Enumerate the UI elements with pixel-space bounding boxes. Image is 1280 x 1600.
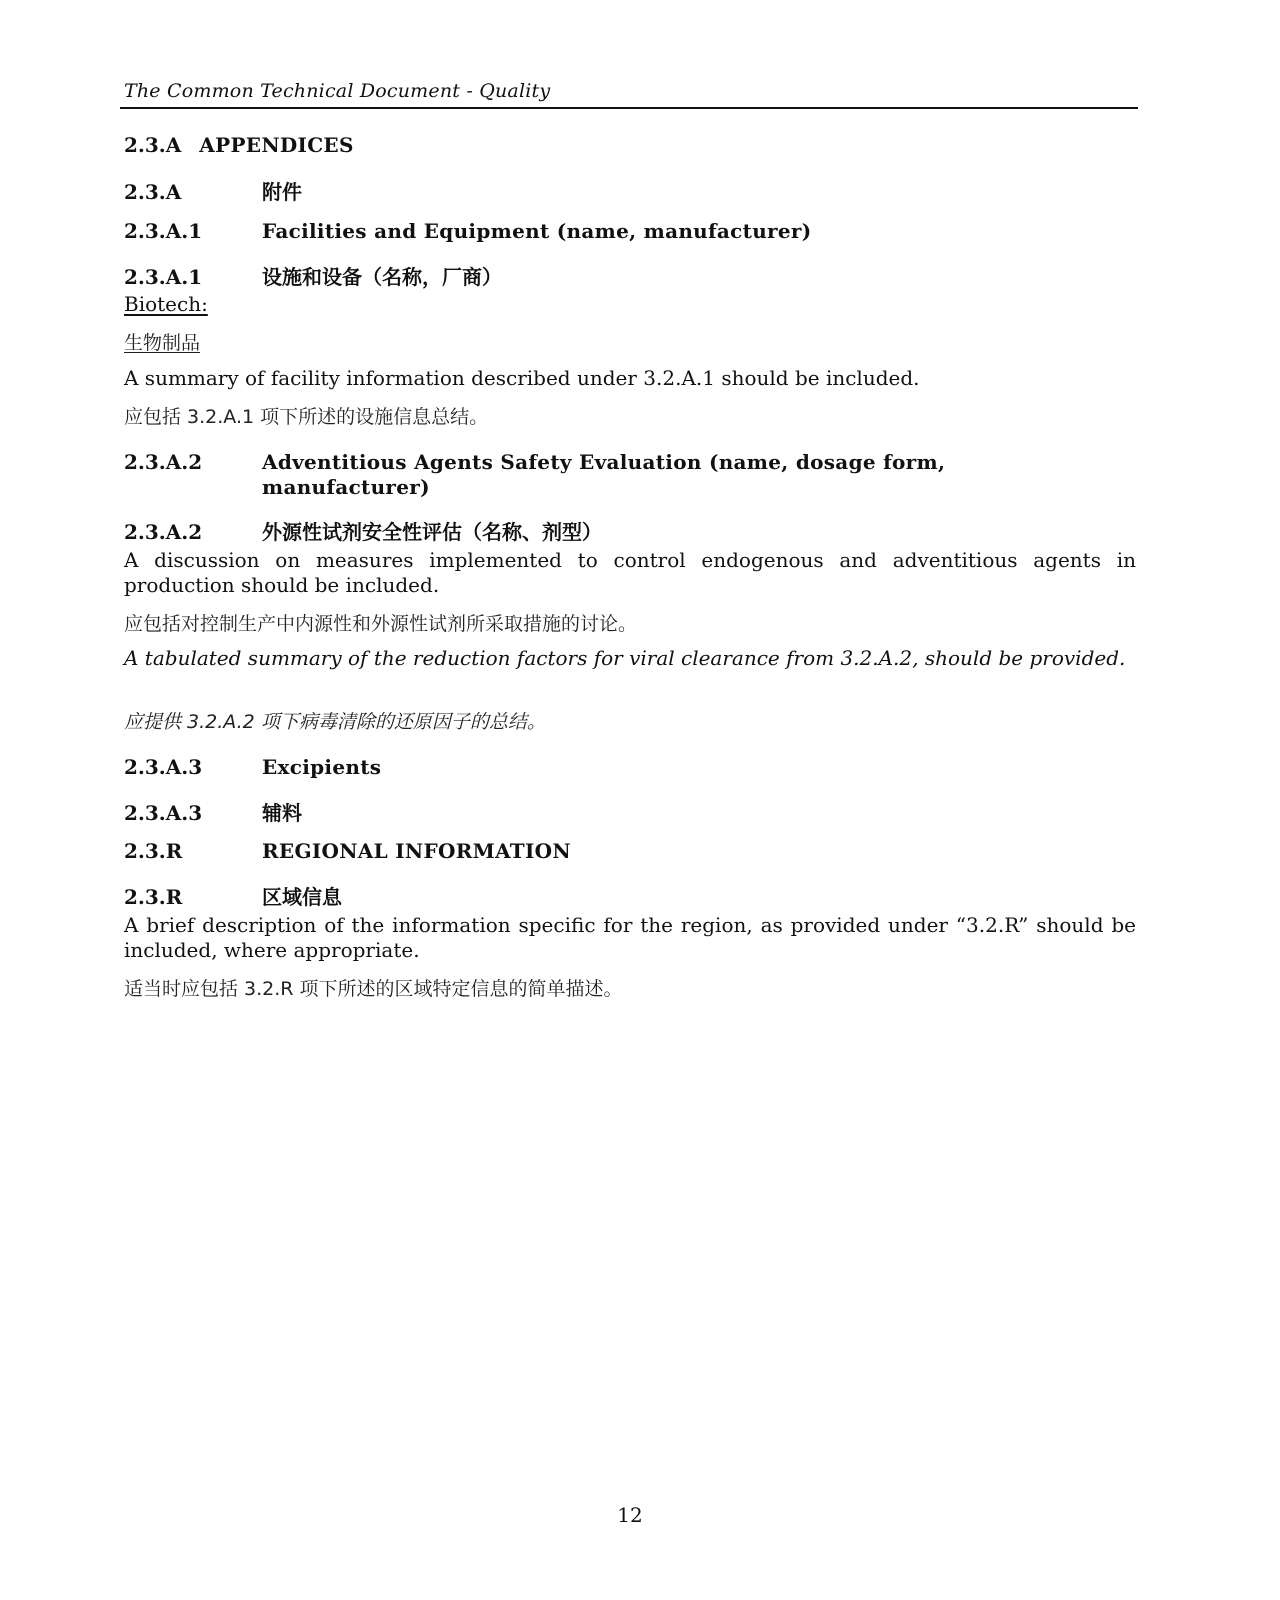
section-facilities-heading (124, 219, 812, 243)
section-adventitious-heading-zh (124, 516, 602, 545)
section-facilities-heading-zh (124, 261, 502, 290)
section-excipients-heading-zh (124, 797, 302, 826)
page-number: 12 (617, 1503, 643, 1527)
section-title-zh: 辅料 (262, 801, 302, 825)
section-appendices-heading (124, 133, 354, 157)
adventitious-body-italic-zh: 应提供 3.2.A.2 项下病毒清除的还原因子的总结。 (124, 711, 546, 733)
section-title-zh: 外源性试剂安全性评估（名称、剂型） (262, 520, 602, 544)
regional-body-zh: 适当时应包括 3.2.R 项下所述的区域特定信息的简单描述。 (124, 978, 623, 1000)
section-adventitious-title: Adventitious Agents Safety Evaluation (name, dosage form, manufacturer) (262, 450, 946, 499)
biotech-label-zh: 生物制品 (124, 332, 201, 354)
section-title: REGIONAL INFORMATION (262, 839, 571, 863)
section-title: Excipients (262, 755, 382, 779)
section-number: 2.3.A (124, 180, 182, 204)
section-adventitious-number (124, 450, 262, 474)
section-number: 2.3.A.2 (124, 450, 203, 474)
running-header: The Common Technical Document - Quality (124, 80, 551, 102)
section-regional-heading-zh (124, 881, 342, 910)
section-number: 2.3.R (124, 839, 183, 863)
section-title-zh: 附件 (262, 180, 302, 204)
adventitious-body: A discussion on measures implemented to control endogenous and adventitious agents in production should be included. (124, 548, 1136, 597)
section-number: 2.3.A.1 (124, 219, 203, 243)
facilities-body: A summary of facility information described under 3.2.A.1 should be included. (124, 366, 920, 390)
section-number: 2.3.A.2 (124, 520, 203, 544)
section-title: Facilities and Equipment (name, manufacturer) (262, 219, 812, 243)
regional-body: A brief description of the information specific for the region, as provided under “3.2.R” should be included, where appropriate. (124, 913, 1136, 962)
section-excipients-heading (124, 755, 381, 779)
section-number: 2.3.R (124, 885, 183, 909)
section-appendices-heading-zh (124, 176, 302, 205)
section-title-zh: 设施和设备（名称，厂商） (262, 265, 502, 289)
section-title: APPENDICES (199, 133, 354, 157)
section-regional-heading (124, 839, 571, 863)
adventitious-body-italic: A tabulated summary of the reduction factors for viral clearance from 3.2.A.2, should be provided. (124, 646, 1126, 670)
section-number: 2.3.A.3 (124, 755, 203, 779)
section-number: 2.3.A (124, 133, 182, 157)
header-rule (120, 107, 1138, 109)
facilities-body-zh: 应包括 3.2.A.1 项下所述的设施信息总结。 (124, 406, 489, 428)
adventitious-body-zh: 应包括对控制生产中内源性和外源性试剂所采取措施的讨论。 (124, 613, 638, 635)
section-number: 2.3.A.1 (124, 265, 203, 289)
section-number: 2.3.A.3 (124, 801, 203, 825)
section-title-zh: 区域信息 (262, 885, 342, 909)
biotech-label: Biotech: (124, 292, 208, 316)
